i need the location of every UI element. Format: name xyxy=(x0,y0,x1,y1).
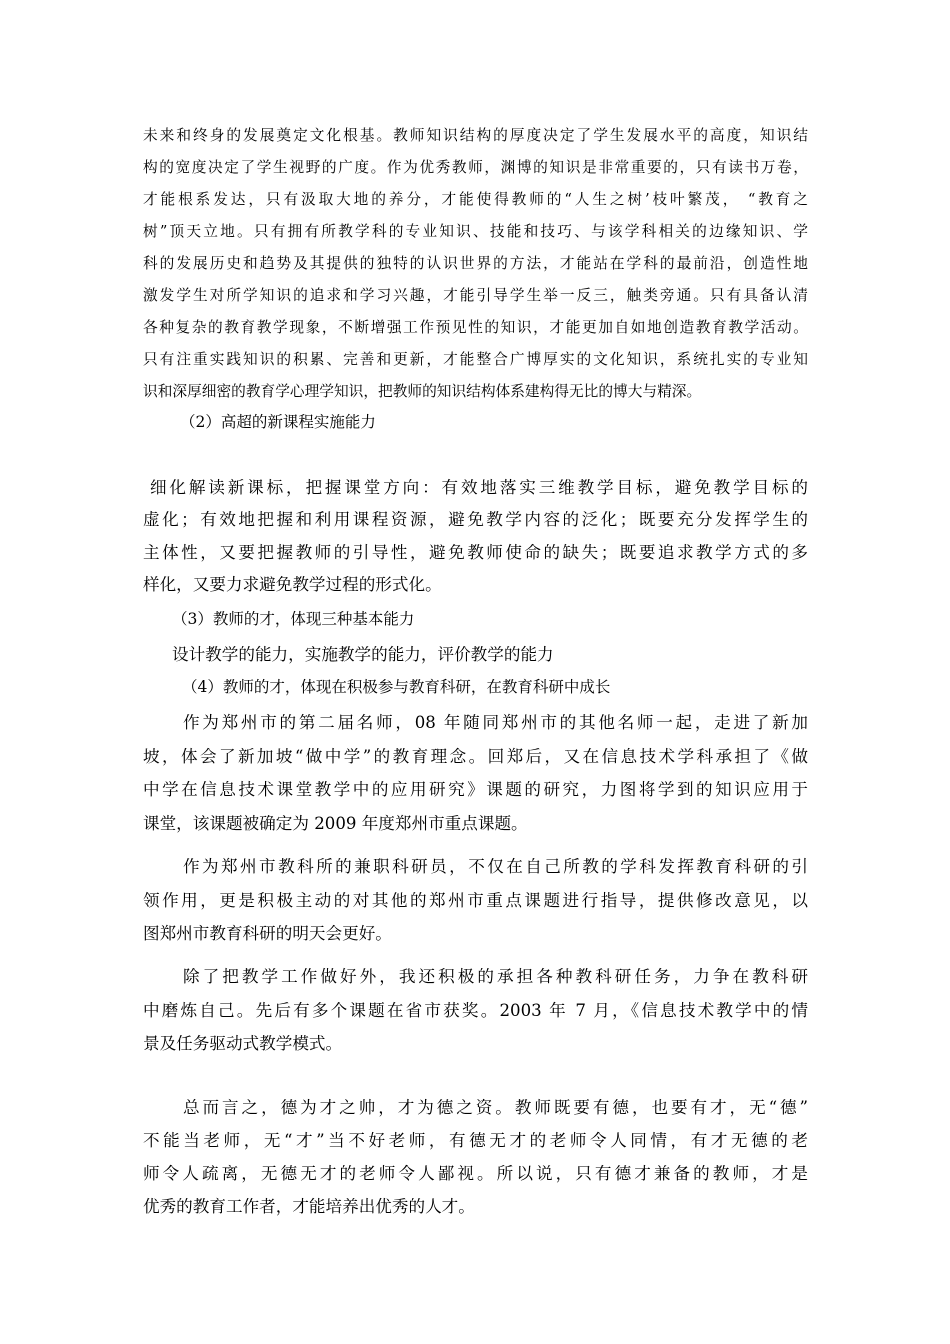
text-line: 不能当老师，无“才”当不好老师，有德无才的老师令人同情，有才无德的老 xyxy=(143,1131,808,1150)
text-line: 科的发展历史和趋势及其提供的独特的认识世界的方法，才能站在学科的最前沿，创造性地 xyxy=(143,255,808,272)
text-line: 虚化；有效地把握和利用课程资源，避免教学内容的泛化；既要充分发挥学生的 xyxy=(143,510,808,529)
text-line: 景及任务驱动式教学模式。 xyxy=(143,1034,343,1053)
text-line: 各种复杂的教育教学现象，不断增强工作预见性的知识，才能更加自如地创造教育教学活动。 xyxy=(143,319,808,336)
text-line: 图郑州市教育科研的明天会更好。 xyxy=(143,924,392,943)
text-line: 作为郑州市的第二届名师，08 年随同郑州市的其他名师一起，走进了新加 xyxy=(183,713,808,732)
text-line: 总而言之，德为才之帅，才为德之资。教师既要有德，也要有才，无“德” xyxy=(183,1098,808,1117)
text-line: 细化解读新课标，把握课堂方向：有效地落实三维教学目标，避免教学目标的 xyxy=(150,478,808,497)
text-line: 坡，体会了新加坡“做中学”的教育理念。回郑后，又在信息技术学科承担了《做 xyxy=(143,747,808,766)
text-line: 才能根系发达，只有汲取大地的养分，才能使得教师的“人生之树’枝叶繁茂， “教育之 xyxy=(143,191,808,208)
text-line: 中学在信息技术课堂教学中的应用研究》课题的研究，力图将学到的知识应用于 xyxy=(143,780,808,799)
text-line: 中磨炼自己。先后有多个课题在省市获奖。2003 年 7 月，《信息技术教学中的情 xyxy=(143,1001,808,1020)
text-line: 领作用，更是积极主动的对其他的郑州市重点课题进行指导，提供修改意见，以 xyxy=(143,891,808,910)
text-line: 课堂，该课题被确定为 2009 年度郑州市重点课题。 xyxy=(143,814,528,833)
section-heading: （4）教师的才，体现在积极参与教育科研，在教育科研中成长 xyxy=(182,678,611,696)
section-heading: （2）高超的新课程实施能力 xyxy=(180,413,376,431)
text-line: 识和深厚细密的教育学心理学知识，把教师的知识结构体系建构得无比的博大与精深。 xyxy=(143,383,702,400)
section-heading: （3）教师的才，体现三种基本能力 xyxy=(172,610,415,628)
text-line: 激发学生对所学知识的追求和学习兴趣，才能引导学生举一反三，触类旁通。只有具备认清 xyxy=(143,287,808,304)
text-line: 只有注重实践知识的积累、完善和更新，才能整合广博厚实的文化知识，系统扎实的专业知 xyxy=(143,351,808,368)
text-line: 作为郑州市教科所的兼职科研员，不仅在自己所教的学科发挥教育科研的引 xyxy=(183,857,808,876)
text-line: 师令人疏离，无德无才的老师令人鄙视。所以说，只有德才兼备的教师，才是 xyxy=(143,1164,808,1183)
text-line: 未来和终身的发展奠定文化根基。教师知识结构的厚度决定了学生发展水平的高度，知识结 xyxy=(143,127,808,144)
text-line: 树”顶天立地。只有拥有所教学科的专业知识、技能和技巧、与该学科相关的边缘知识、学 xyxy=(143,223,808,240)
text-line: 主体性，又要把握教师的引导性，避免教师使命的缺失；既要追求教学方式的多 xyxy=(143,543,808,562)
text-line: 样化，又要力求避免教学过程的形式化。 xyxy=(143,575,442,594)
text-line: 除了把教学工作做好外，我还积极的承担各种教科研任务，力争在教科研 xyxy=(183,967,808,986)
text-line: 构的宽度决定了学生视野的广度。作为优秀教师，渊博的知识是非常重要的，只有读书万卷， xyxy=(143,159,808,176)
text-line: 设计教学的能力，实施教学的能力，评价教学的能力 xyxy=(172,645,554,664)
text-line: 优秀的教育工作者，才能培养出优秀的人才。 xyxy=(143,1197,475,1216)
